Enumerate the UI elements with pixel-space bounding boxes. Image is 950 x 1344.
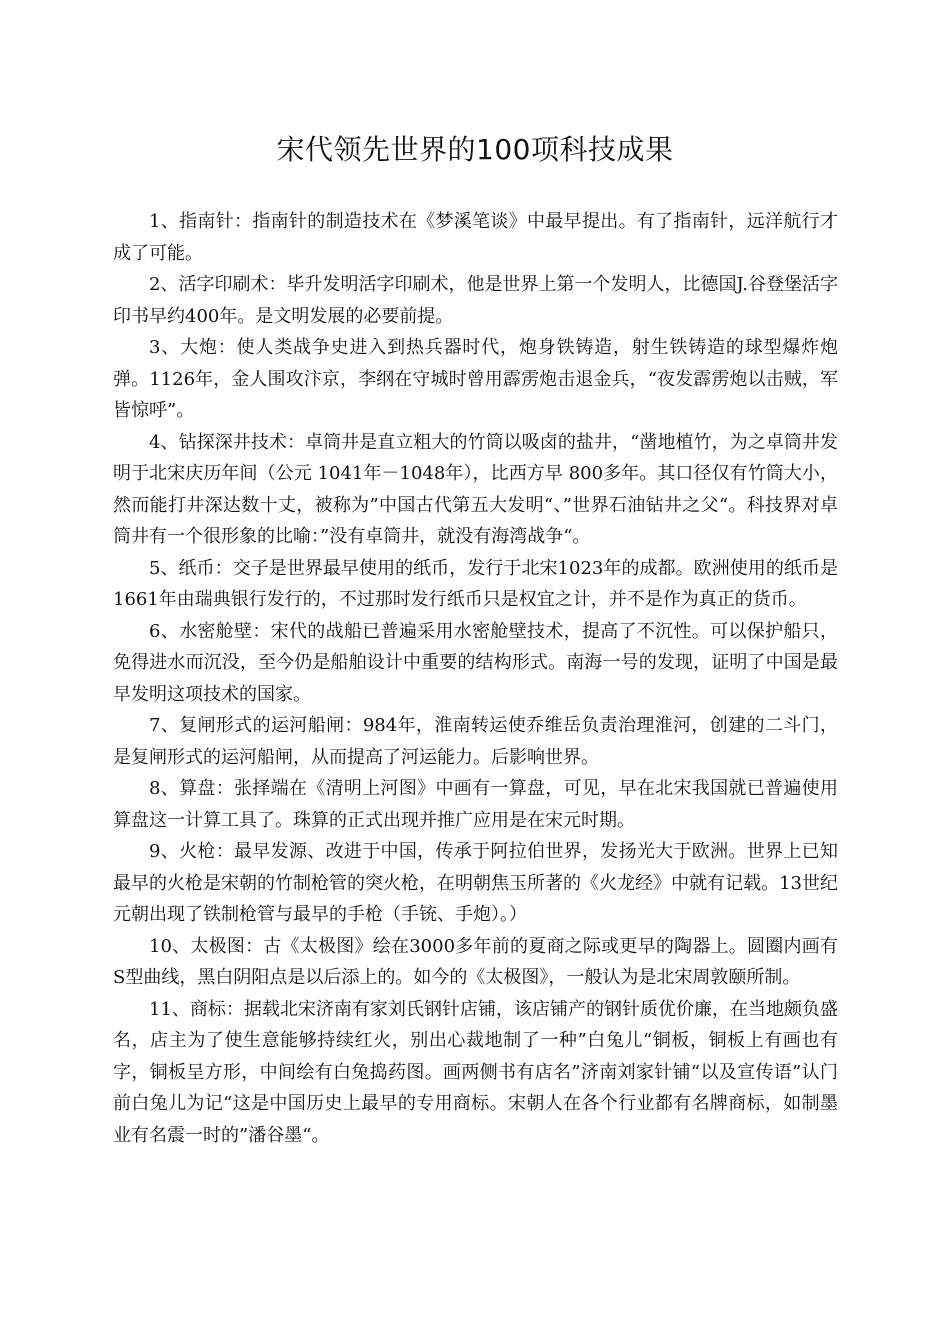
paragraph-canal-lock: 7、复闸形式的运河船闸：984年，淮南转运使乔维岳负责治理淮河，创建的二斗门，是复闸形式的运河船闸，从而提高了河运能力。后影响世界。: [113, 715, 838, 768]
document-body: [113, 206, 838, 1151]
paragraph-movable-type: 2、活字印刷术：毕升发明活字印刷术，他是世界上第一个发明人，比德国J.谷登堡活字印书早约400年。是文明发展的必要前提。: [113, 274, 838, 327]
paragraph-deep-well-drilling: 4、钻探深井技术：卓筒井是直立粗大的竹筒以吸卤的盐井，“凿地植竹，为之卓筒井发明于北宋庆历年间（公元 1041年－1048年），比西方早 800多年。其口径仅有竹筒大小，然而能打井深达数十丈，被称为”中国古代第五大发明“、”世界石油钻井之父“。科技界对卓筒井有一个很形象的比喻：”没有卓筒井，就没有海湾战争“。: [113, 431, 838, 547]
paragraph-abacus: 8、算盘：张择端在《清明上河图》中画有一算盘，可见，早在北宋我国就已普遍使用算盘这一计算工具了。珠算的正式出现并推广应用是在宋元时期。: [113, 778, 838, 831]
paragraph-taiji-diagram: 10、太极图：古《太极图》绘在3000多年前的夏商之际或更早的陶器上。圆圈内画有S型曲线，黑白阴阳点是以后添上的。如今的《太极图》，一般认为是北宋周敦颐所制。: [113, 935, 838, 988]
paragraph-compass: 1、指南针：指南针的制造技术在《梦溪笔谈》中最早提出。有了指南针，远洋航行才成了可能。: [113, 211, 838, 264]
paragraph-paper-money: 5、纸币：交子是世界最早使用的纸币，发行于北宋1023年的成都。欧洲使用的纸币是1661年由瑞典银行发行的，不过那时发行纸币只是权宜之计，并不是作为真正的货币。: [113, 557, 838, 610]
paragraph-fire-lance: 9、火枪：最早发源、改进于中国，传承于阿拉伯世界，发扬光大于欧洲。世界上已知最早的火枪是宋朝的竹制枪管的突火枪，在明朝焦玉所著的《火龙经》中就有记载。13世纪元朝出现了铁制枪管与最早的手枪（手铳、手炮）。）: [113, 841, 838, 925]
document-title: 宋代领先世界的100项科技成果: [276, 133, 674, 166]
paragraph-trademark: 11、商标：据载北宋济南有家刘氏钢针店铺，该店铺产的钢针质优价廉，在当地颇负盛名，店主为了使生意能够持续红火，别出心裁地制了一种”白兔儿“铜板，铜板上有画也有字，铜板呈方形，中间绘有白兔捣药图。画两侧书有店名”济南刘家针铺“以及宣传语”认门前白兔儿为记“这是中国历史上最早的专用商标。宋朝人在各个行业都有名牌商标，如制墨业有名震一时的”潘谷墨“。: [113, 998, 838, 1146]
paragraph-cannon: 3、大炮：使人类战争史进入到热兵器时代，炮身铁铸造，射生铁铸造的球型爆炸炮弹。1126年，金人围攻汴京，李纲在守城时曾用霹雳炮击退金兵，“夜发霹雳炮以击贼，军皆惊呼”。: [113, 337, 838, 421]
paragraph-watertight-bulkhead: 6、水密舱壁：宋代的战船已普遍采用水密舱壁技术，提高了不沉性。可以保护船只，免得进水而沉没，至今仍是船舶设计中重要的结构形式。南海一号的发现，证明了中国是最早发明这项技术的国家。: [113, 620, 838, 705]
